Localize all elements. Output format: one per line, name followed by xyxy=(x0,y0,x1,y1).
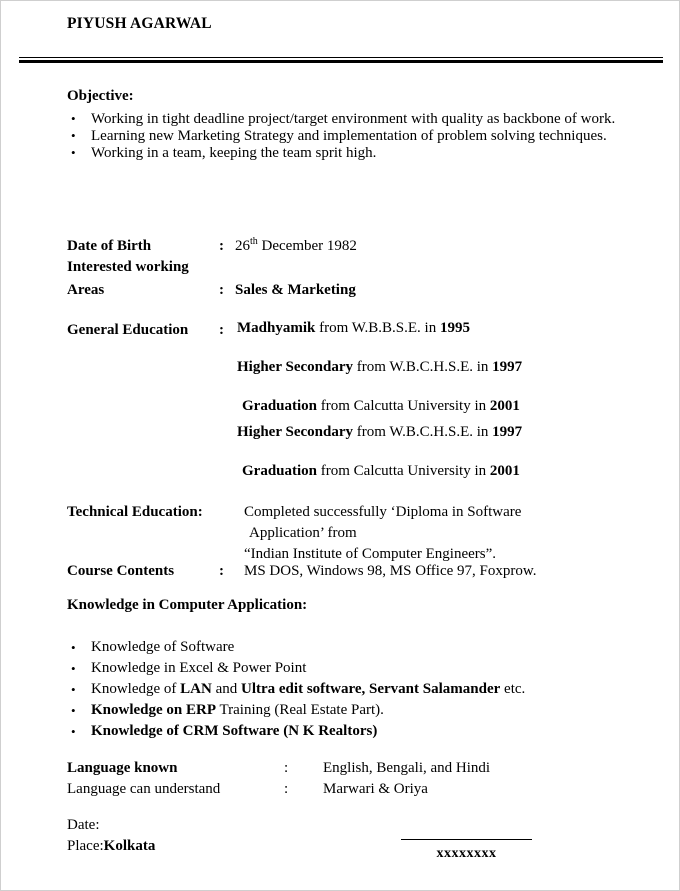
interested-working-label: Interested working xyxy=(67,259,189,275)
technical-education-value-line3: “Indian Institute of Computer Engineers”. xyxy=(244,546,497,562)
list-item xyxy=(67,637,633,658)
course-contents-value: MS DOS, Windows 98, MS Office 97, Foxprow. xyxy=(244,563,537,579)
signature-line xyxy=(401,839,532,840)
computer-knowledge-bullet-list xyxy=(67,637,633,742)
education-institution: from W.B.C.H.S.E. in xyxy=(356,424,493,440)
text-run: and xyxy=(211,681,241,697)
text-run: Knowledge of xyxy=(91,681,181,697)
general-education-colon: : xyxy=(219,322,224,338)
text-run: Ultra edit software, Servant Salamander xyxy=(241,681,501,697)
education-entry xyxy=(242,463,520,480)
computer-knowledge-heading: Knowledge in Computer Application: xyxy=(67,597,308,613)
education-year: 1997 xyxy=(492,359,523,375)
technical-education-value-line1: Completed successfully ‘Diploma in Software xyxy=(244,504,522,520)
place-field-value: Kolkata xyxy=(103,838,156,854)
language-known-label: Language known xyxy=(67,760,178,776)
list-item xyxy=(67,658,633,679)
header-divider xyxy=(19,57,663,63)
areas-colon: : xyxy=(219,282,224,298)
education-entry xyxy=(237,320,470,337)
education-institution: from Calcutta University in xyxy=(320,398,490,414)
page-title: PIYUSH AGARWAL xyxy=(67,15,212,32)
education-entry xyxy=(237,424,522,441)
list-item: • Working in tight deadline project/target environment with quality as backbone of work. xyxy=(67,111,633,128)
technical-education-value-line2: Application’ from xyxy=(249,525,357,541)
education-entry xyxy=(237,359,522,376)
language-known-value: English, Bengali, and Hindi xyxy=(323,760,491,776)
list-item: • Working in a team, keeping the team sprit high. xyxy=(67,145,633,162)
date-of-birth-colon: : xyxy=(219,238,224,254)
text-run: Training (Real Estate Part). xyxy=(216,702,384,718)
date-field-label: Date: xyxy=(67,817,100,833)
course-contents-label: Course Contents xyxy=(67,563,175,579)
language-understand-colon: : xyxy=(284,781,289,797)
language-understand-value: Marwari & Oriya xyxy=(323,781,428,797)
text-run: LAN xyxy=(180,681,212,697)
signature-name: xxxxxxxx xyxy=(436,846,497,861)
dob-day: 26 xyxy=(235,238,250,254)
dob-month-year: December 1982 xyxy=(261,238,357,254)
education-year: 2001 xyxy=(489,463,520,479)
education-institution: from Calcutta University in xyxy=(320,463,490,479)
place-field xyxy=(67,836,155,857)
language-understand-label: Language can understand xyxy=(67,781,221,797)
course-contents-colon: : xyxy=(219,563,224,579)
education-degree: Graduation xyxy=(242,398,321,414)
education-entry xyxy=(242,398,520,415)
date-of-birth-row xyxy=(67,236,627,257)
date-of-birth-value xyxy=(235,236,357,257)
list-item xyxy=(67,679,633,700)
course-contents-row xyxy=(67,561,627,582)
education-institution: from W.B.B.S.E. in xyxy=(319,320,440,336)
place-field-label: Place: xyxy=(67,838,104,854)
objective-heading: Objective: xyxy=(67,88,134,104)
language-known-row xyxy=(67,758,627,779)
interested-areas-label-line1 xyxy=(67,257,627,278)
education-year: 2001 xyxy=(489,398,520,414)
date-of-birth-label: Date of Birth xyxy=(67,238,152,254)
education-degree: Higher Secondary xyxy=(237,359,357,375)
text-run: Knowledge on ERP xyxy=(91,702,217,718)
text-run: Knowledge of CRM Software (N K Realtors) xyxy=(91,723,378,739)
language-understand-row xyxy=(67,779,627,800)
text-run: etc. xyxy=(500,681,526,697)
areas-value: Sales & Marketing xyxy=(235,282,356,298)
education-degree: Higher Secondary xyxy=(237,424,357,440)
text-run: Knowledge of Software xyxy=(91,639,235,655)
dob-day-suffix: th xyxy=(250,236,258,247)
objective-bullet-list xyxy=(67,111,633,162)
language-known-colon: : xyxy=(284,760,289,776)
list-item: • Learning new Marketing Strategy and implementation of problem solving techniques. xyxy=(67,128,633,145)
education-year: 1997 xyxy=(492,424,523,440)
education-year: 1995 xyxy=(439,320,470,336)
interested-areas-row xyxy=(67,280,627,301)
areas-label: Areas xyxy=(67,282,105,298)
technical-education-label: Technical Education: xyxy=(67,504,203,520)
general-education-label: General Education xyxy=(67,322,189,338)
list-item xyxy=(67,721,633,742)
header-divider-thick-rule xyxy=(19,60,663,63)
education-degree: Madhyamik xyxy=(237,320,320,336)
text-run: Knowledge in Excel & Power Point xyxy=(91,660,307,676)
education-institution: from W.B.C.H.S.E. in xyxy=(356,359,493,375)
education-degree: Graduation xyxy=(242,463,321,479)
list-item xyxy=(67,700,633,721)
